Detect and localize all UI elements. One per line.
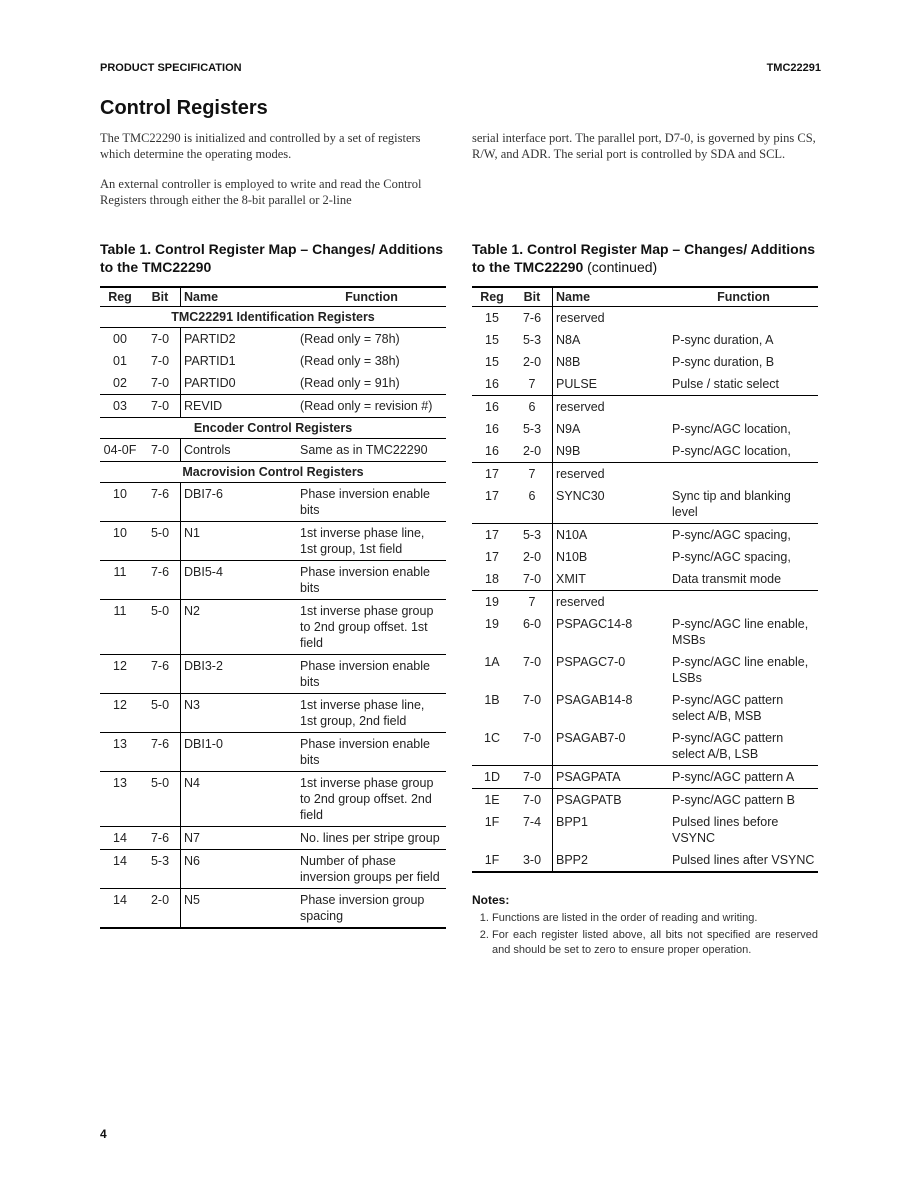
reg-cell: 00 (113, 332, 127, 346)
table-row (100, 439, 446, 462)
page-title: Control Registers (100, 97, 268, 119)
function-cell: P-sync/AGC spacing, (672, 528, 791, 542)
function-cell: Pulsed lines before VSYNC (672, 815, 779, 845)
table-row (472, 463, 818, 486)
reg-cell: 02 (100, 372, 140, 395)
reg-cell: 17 (485, 528, 499, 542)
name-cell: PULSE (553, 373, 670, 396)
bit-cell: 5-0 (140, 772, 181, 827)
name-cell: DBI7-6 (181, 483, 298, 522)
table-row (472, 373, 818, 396)
reg-cell: 14 (100, 889, 140, 929)
bit-cell: 2-0 (512, 351, 553, 373)
table-row (100, 772, 446, 827)
name-cell: N7 (181, 827, 298, 850)
table-row (472, 727, 818, 766)
reg-cell: 17 (485, 467, 499, 481)
bit-cell: 7 (512, 591, 553, 614)
name-cell: BPP1 (556, 815, 588, 829)
function-cell: P-sync/AGC pattern A (669, 766, 818, 789)
reg-cell: 15 (485, 311, 499, 325)
function-cell: (Read only = 91h) (297, 372, 446, 395)
function-cell: 1st inverse phase line, 1st group, 1st field (297, 522, 446, 561)
function-cell: P-sync/AGC line enable, LSBs (672, 655, 809, 685)
bit-cell: 6-0 (512, 613, 553, 651)
name-cell: N9A (556, 422, 581, 436)
col-function-header: Function (297, 287, 446, 307)
table-row (472, 568, 818, 591)
bit-cell: 7-0 (512, 568, 553, 591)
table-header-row (472, 287, 818, 307)
bit-cell: 7-0 (512, 727, 553, 766)
bit-cell: 7-6 (140, 655, 181, 694)
reg-cell: 16 (485, 400, 499, 414)
table-right-continued: (continued) (587, 259, 658, 275)
function-cell: (Read only = revision #) (297, 395, 446, 418)
reg-cell: 01 (113, 354, 127, 368)
name-cell: DBI1-0 (181, 733, 298, 772)
name-cell: N2 (181, 600, 298, 655)
function-cell (669, 591, 818, 614)
bit-cell: 7-0 (140, 350, 181, 372)
notes (472, 893, 818, 960)
reg-cell: 1C (472, 727, 512, 766)
table-row (472, 789, 818, 812)
reg-cell: 11 (100, 600, 140, 655)
function-cell: Phase inversion enable bits (297, 561, 446, 600)
table-right-body (472, 307, 818, 873)
col-name-header: Name (553, 287, 670, 307)
function-cell: Sync tip and blanking level (669, 485, 818, 524)
col-reg-header: Reg (472, 287, 512, 307)
name-cell: reserved (556, 400, 605, 414)
name-cell: PSPAGC7-0 (556, 655, 626, 669)
bit-cell: 2-0 (140, 889, 181, 929)
table-row (100, 561, 446, 600)
function-cell: Phase inversion enable bits (297, 733, 446, 772)
table-row (472, 524, 818, 547)
section-title: Macrovision Control Registers (100, 462, 446, 483)
name-cell: PSAGAB14-8 (556, 693, 633, 707)
function-cell: P-sync/AGC location, (672, 422, 791, 436)
reg-cell: 1B (484, 693, 500, 707)
register-table-left (100, 286, 446, 929)
name-cell: PARTID2 (184, 332, 236, 346)
name-cell: PSAGPATB (556, 793, 622, 807)
function-cell: Pulse / static select (669, 373, 818, 396)
function-cell: 1st inverse phase group to 2nd group offset. 2nd field (297, 772, 446, 827)
section-title: Encoder Control Registers (100, 418, 446, 439)
name-cell: REVID (181, 395, 298, 418)
reg-cell: 11 (100, 561, 140, 600)
function-cell (669, 307, 818, 330)
function-cell: (Read only = 38h) (300, 354, 400, 368)
name-cell: N10A (556, 528, 588, 542)
table-left-caption (100, 240, 446, 276)
function-cell: Same as in TMC22290 (297, 439, 446, 462)
reg-cell: 16 (472, 373, 512, 396)
name-cell: PSAGPATA (553, 766, 670, 789)
reg-cell: 04-0F (100, 439, 140, 462)
bit-cell: 7 (512, 373, 553, 396)
function-cell: P-sync/AGC pattern select A/B, LSB (669, 727, 818, 766)
bit-cell: 7-6 (140, 483, 181, 522)
bit-cell: 7-0 (140, 439, 181, 462)
bit-cell: 7-6 (140, 733, 181, 772)
bit-cell: 5-3 (140, 850, 181, 889)
name-cell: N1 (181, 522, 298, 561)
name-cell: BPP2 (553, 849, 670, 872)
table-row (100, 600, 446, 655)
table-header-row (100, 287, 446, 307)
name-cell: N4 (181, 772, 298, 827)
bit-cell: 3-0 (512, 849, 553, 872)
reg-cell: 19 (485, 617, 499, 631)
function-cell: P-sync/AGC pattern B (672, 793, 795, 807)
bit-cell: 7-0 (512, 689, 553, 727)
table-row (100, 655, 446, 694)
function-cell: P-sync/AGC pattern select A/B, MSB (672, 693, 784, 723)
function-cell: P-sync/AGC spacing, (672, 550, 791, 564)
table-row (472, 351, 818, 373)
reg-cell: 12 (100, 694, 140, 733)
function-cell: 1st inverse phase group to 2nd group offset. 1st field (297, 600, 446, 655)
name-cell: N3 (181, 694, 298, 733)
function-cell: Phase inversion enable bits (297, 655, 446, 694)
table-row (100, 889, 446, 929)
bit-cell: 5-0 (140, 694, 181, 733)
function-cell (669, 396, 818, 419)
bit-cell: 7-0 (140, 328, 181, 351)
reg-cell: 13 (100, 733, 140, 772)
table-row (100, 395, 446, 418)
reg-cell: 16 (472, 440, 512, 463)
col-reg-header: Reg (100, 287, 140, 307)
reg-cell: 1D (472, 766, 512, 789)
function-cell: Data transmit mode (669, 568, 818, 591)
reg-cell: 1F (472, 849, 512, 872)
function-cell: P-sync duration, A (672, 333, 774, 347)
function-cell: Pulsed lines after VSYNC (669, 849, 818, 872)
table-row (100, 350, 446, 372)
reg-cell: 17 (472, 485, 512, 524)
name-cell: PSPAGC14-8 (556, 617, 633, 631)
table-row (100, 522, 446, 561)
bit-cell: 7-0 (140, 395, 181, 418)
name-cell: PARTID1 (184, 354, 236, 368)
table-left-body (100, 307, 446, 929)
function-cell: Phase inversion enable bits (297, 483, 446, 522)
table-row (472, 689, 818, 727)
function-cell: P-sync duration, B (672, 355, 775, 369)
name-cell: Controls (181, 439, 298, 462)
name-cell: N10B (556, 550, 588, 564)
bit-cell: 7-0 (512, 789, 553, 812)
bit-cell: 5-3 (512, 524, 553, 547)
bit-cell: 7-6 (140, 827, 181, 850)
reg-cell: 15 (485, 333, 499, 347)
reg-cell: 19 (485, 595, 499, 609)
reg-cell: 12 (100, 655, 140, 694)
table-row (472, 613, 818, 651)
note-item: 1. Functions are listed in the order of reading and writing. (492, 911, 818, 926)
bit-cell: 7-4 (512, 811, 553, 849)
reg-cell: 15 (485, 355, 499, 369)
reg-cell: 1A (484, 655, 500, 669)
bit-cell: 7-6 (140, 561, 181, 600)
name-cell: N5 (181, 889, 298, 929)
bit-cell: 7 (512, 463, 553, 486)
name-cell: N6 (181, 850, 298, 889)
function-cell: P-sync/AGC line enable, MSBs (672, 617, 809, 647)
notes-title: Notes: (472, 893, 510, 907)
col-bit-header: Bit (512, 287, 553, 307)
page-number: 4 (100, 1127, 107, 1141)
name-cell: N9B (553, 440, 670, 463)
note-item: 2. For each register listed above, all bits not specified are reserved and should be set to zero to ensure proper operation. (492, 928, 818, 958)
name-cell: N8A (556, 333, 581, 347)
section-title: TMC22291 Identification Registers (100, 307, 446, 328)
table-row (100, 850, 446, 889)
name-cell: reserved (556, 595, 605, 609)
table-row (472, 591, 818, 614)
name-cell: XMIT (553, 568, 670, 591)
table-row (472, 396, 818, 419)
intro-left-column (100, 130, 446, 222)
intro-right-column (472, 130, 818, 176)
bit-cell: 6 (512, 396, 553, 419)
bit-cell: 7-0 (512, 766, 553, 789)
table-row (472, 307, 818, 330)
bit-cell: 5-0 (140, 522, 181, 561)
bit-cell: 6 (512, 485, 553, 524)
reg-cell: 14 (100, 850, 140, 889)
bit-cell: 5-3 (512, 329, 553, 351)
register-table-right (472, 286, 818, 873)
table-row (472, 440, 818, 463)
table-row (100, 733, 446, 772)
bit-cell: 5-0 (140, 600, 181, 655)
reg-cell: 10 (100, 522, 140, 561)
table-right-caption-text: Table 1. Control Register Map – Changes/ Additions to the TMC22290 (472, 241, 816, 275)
reg-cell: 10 (100, 483, 140, 522)
function-cell: P-sync/AGC location, (669, 440, 818, 463)
reg-cell: 1F (484, 815, 500, 829)
table-left-caption-text: Table 1. Control Register Map – Changes/ Additions to the TMC22290 (100, 241, 444, 275)
reg-cell: 18 (472, 568, 512, 591)
name-cell: DBI5-4 (181, 561, 298, 600)
table-row (472, 811, 818, 849)
table-row (100, 483, 446, 522)
bit-cell: 7-0 (512, 651, 553, 689)
function-cell: Phase inversion group spacing (297, 889, 446, 929)
reg-cell: 17 (485, 550, 499, 564)
table-row (472, 418, 818, 440)
name-cell: SYNC30 (553, 485, 670, 524)
table-row (472, 485, 818, 524)
col-function-header: Function (669, 287, 818, 307)
header-right: TMC22291 (766, 62, 821, 74)
reg-cell: 13 (100, 772, 140, 827)
reg-cell: 1E (484, 793, 500, 807)
intro-paragraph-3: serial interface port. The parallel port, D7-0, is governed by pins CS, R/W, and ADR. The serial port is controlled by SDA and SCL. (472, 131, 816, 161)
table-row (472, 766, 818, 789)
function-cell: 1st inverse phase line, 1st group, 2nd field (297, 694, 446, 733)
table-row (100, 694, 446, 733)
intro-paragraph-1: The TMC22290 is initialized and controlled by a set of registers which determine the operating modes. (100, 131, 421, 161)
table-row (472, 651, 818, 689)
function-cell: (Read only = 78h) (300, 332, 400, 346)
section-row (100, 418, 446, 439)
table-row (100, 827, 446, 850)
table-row (472, 546, 818, 568)
reg-cell: 16 (485, 422, 499, 436)
function-cell (669, 463, 818, 486)
name-cell: reserved (556, 311, 605, 325)
intro-paragraph-2: An external controller is employed to write and read the Control Registers through either the 8-bit parallel or 2-line (100, 177, 422, 207)
name-cell: PARTID0 (181, 372, 298, 395)
reg-cell: 14 (100, 827, 140, 850)
section-row (100, 307, 446, 328)
name-cell: reserved (556, 467, 605, 481)
name-cell: DBI3-2 (181, 655, 298, 694)
bit-cell: 2-0 (512, 546, 553, 568)
name-cell: N8B (556, 355, 581, 369)
table-row (100, 328, 446, 351)
table-row (472, 849, 818, 872)
table-row (472, 329, 818, 351)
bit-cell: 2-0 (512, 440, 553, 463)
bit-cell: 7-6 (512, 307, 553, 330)
name-cell: PSAGAB7-0 (553, 727, 670, 766)
bit-cell: 7-0 (140, 372, 181, 395)
table-row (100, 372, 446, 395)
table-right-caption (472, 240, 818, 276)
bit-cell: 5-3 (512, 418, 553, 440)
col-name-header: Name (181, 287, 298, 307)
function-cell: Number of phase inversion groups per field (297, 850, 446, 889)
function-cell: No. lines per stripe group (297, 827, 446, 850)
section-row (100, 462, 446, 483)
reg-cell: 03 (100, 395, 140, 418)
col-bit-header: Bit (140, 287, 181, 307)
header-left: PRODUCT SPECIFICATION (100, 62, 242, 74)
